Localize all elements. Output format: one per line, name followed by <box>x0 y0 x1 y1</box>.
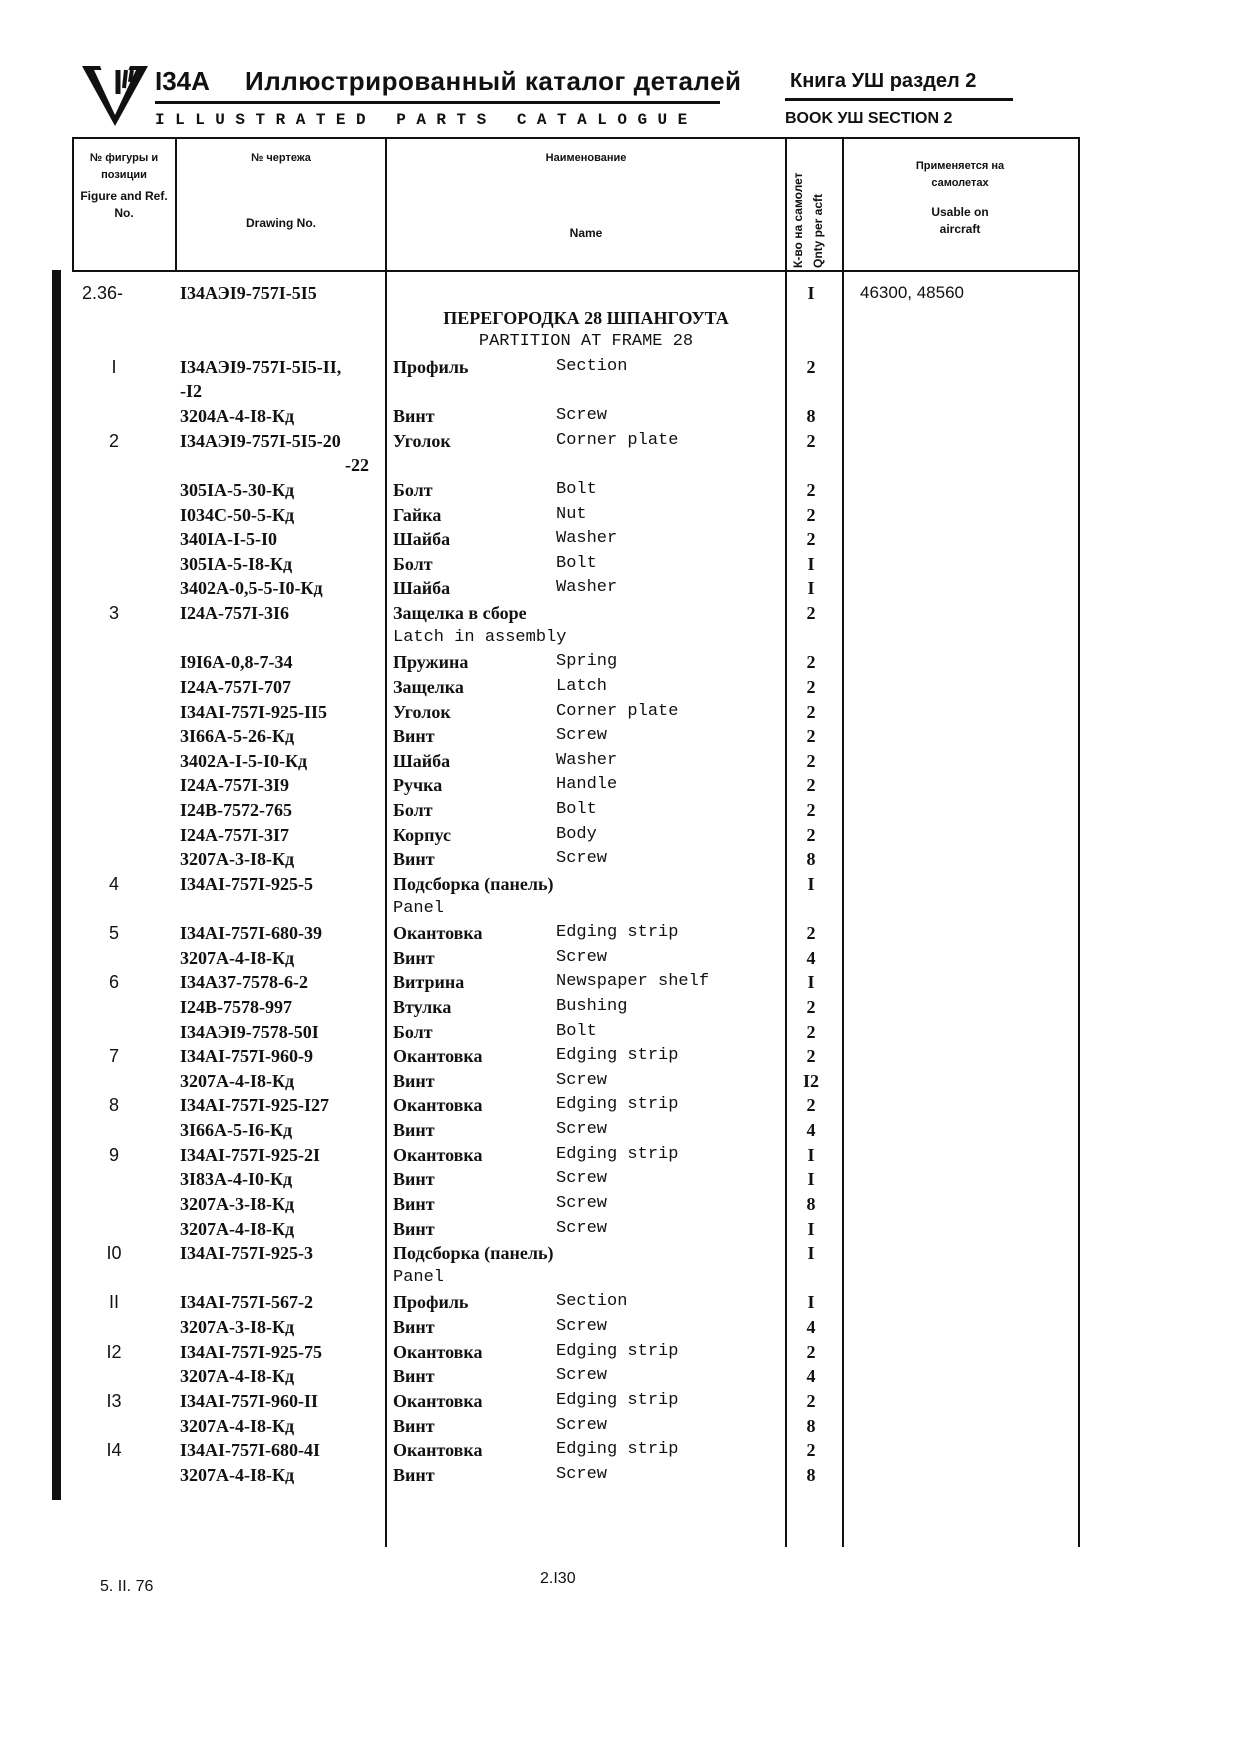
part-name-ru: Болт <box>393 553 433 574</box>
table-row <box>0 948 1250 972</box>
catalog-logo <box>80 60 150 130</box>
part-name-en: Edging strip <box>556 1046 679 1066</box>
drawing-number: -22 <box>345 455 369 476</box>
quantity: I <box>807 1218 815 1239</box>
part-name-en: Bolt <box>556 479 597 499</box>
table-row <box>0 578 1250 602</box>
quantity: 2 <box>806 824 816 845</box>
drawing-number: 3207А-3-I8-Кд <box>180 1317 295 1338</box>
part-name-ru: Шайба <box>393 529 451 550</box>
drawing-number: 3I66А-5-I6-Кд <box>180 1120 293 1141</box>
part-name-en: Nut <box>556 504 587 524</box>
part-name-ru: Окантовка <box>393 1095 483 1116</box>
table-row <box>0 677 1250 701</box>
quantity: I <box>807 1144 815 1165</box>
drawing-number: I34АI-757I-925-75 <box>180 1341 322 1362</box>
part-name-ru: Окантовка <box>393 1341 483 1362</box>
part-name-ru: Винт <box>393 1169 435 1190</box>
part-name-ru: Винт <box>393 1464 435 1485</box>
quantity: 2 <box>806 1341 816 1362</box>
quantity: 2 <box>806 652 816 673</box>
quantity: 2 <box>806 430 816 451</box>
table-row <box>0 1366 1250 1390</box>
table-row <box>0 775 1250 799</box>
part-name-ru: Винт <box>393 726 435 747</box>
part-name-en: Screw <box>556 1366 608 1386</box>
part-name-ru: Шайба <box>393 750 451 771</box>
quantity: 8 <box>806 1193 816 1214</box>
figure-number: I0 <box>106 1243 122 1264</box>
book-section-ru: Книга УШ раздел 2 <box>790 70 977 92</box>
drawing-number: I34АI-757I-960-9 <box>180 1046 313 1067</box>
drawing-number: I34АI-757I-925-3 <box>180 1243 313 1264</box>
table-row <box>0 1243 1250 1267</box>
figure-number: 8 <box>108 1095 119 1116</box>
part-name-ru: Винт <box>393 947 435 968</box>
drawing-number: 3207А-4-I8-Кд <box>180 1415 295 1436</box>
part-name-ru: Винт <box>393 1366 435 1387</box>
col-header-figure-ru: № фигуры и позиции <box>89 152 159 181</box>
table-row <box>0 1022 1250 1046</box>
table-top-border <box>72 137 1080 139</box>
part-name-en: Bolt <box>556 553 597 573</box>
col-header-qty-ru: К-во на самолет <box>791 172 805 268</box>
part-name-ru: Окантовка <box>393 1144 483 1165</box>
part-name-ru: Шайба <box>393 578 451 599</box>
drawing-number: 340IА-I-5-I0 <box>180 529 277 550</box>
drawing-number: I034С-50-5-Кд <box>180 504 295 525</box>
table-row <box>0 357 1250 381</box>
drawing-number: 3402А-0,5-5-I0-Кд <box>180 578 323 599</box>
table-row <box>0 1416 1250 1440</box>
figure-number: II <box>108 1292 119 1313</box>
book-section-en: BOOK УШ SECTION 2 <box>785 110 953 127</box>
drawing-number: I34АI-757I-925-2I <box>180 1144 321 1165</box>
table-row <box>0 283 1250 307</box>
catalog-title-en: ILLUSTRATED PARTS CATALOGUE <box>155 111 698 129</box>
part-name-en: Washer <box>556 578 618 598</box>
quantity: I <box>807 873 815 894</box>
table-row <box>0 1342 1250 1366</box>
part-name-en: Panel <box>393 1267 445 1287</box>
table-row <box>0 406 1250 430</box>
part-name-en: Bolt <box>556 1021 597 1041</box>
table-row <box>0 997 1250 1021</box>
part-name-en: Section <box>556 356 628 376</box>
drawing-number: I24В-7578-997 <box>180 996 292 1017</box>
table-row <box>0 1071 1250 1095</box>
part-name-ru: Профиль <box>393 1292 469 1313</box>
table-row <box>0 1046 1250 1070</box>
part-name-en: Screw <box>556 947 608 967</box>
quantity: I <box>807 1292 815 1313</box>
table-row <box>0 505 1250 529</box>
figure-number: 6 <box>108 972 119 993</box>
part-name-en: Corner plate <box>556 430 679 450</box>
figure-number: I4 <box>106 1440 122 1461</box>
drawing-number: 305IА-5-30-Кд <box>180 479 295 500</box>
table-row <box>0 332 1250 356</box>
col-header-usable <box>845 158 1075 238</box>
table-row <box>0 431 1250 455</box>
col-header-figure-en: Figure and Ref. No. <box>80 189 168 220</box>
table-row <box>0 1194 1250 1218</box>
table-row <box>0 702 1250 726</box>
part-name-en: Edging strip <box>556 1095 679 1115</box>
drawing-number: 3402А-I-5-I0-Кд <box>180 750 308 771</box>
figure-number: 3 <box>108 603 119 624</box>
table-row <box>0 628 1250 652</box>
part-name-ru: Винт <box>393 1120 435 1141</box>
col-header-qty-en: Qnty per acft <box>811 193 825 268</box>
page-number: 2.I30 <box>540 1570 576 1587</box>
drawing-number: I24А-757I-3I6 <box>180 603 290 624</box>
quantity: 2 <box>806 923 816 944</box>
col-divider-fig <box>175 137 177 272</box>
drawing-number: 305IА-5-I8-Кд <box>180 553 293 574</box>
drawing-number: I34АI-757I-680-39 <box>180 923 322 944</box>
drawing-number: 3207А-4-I8-Кд <box>180 1070 295 1091</box>
figure-number: I3 <box>106 1390 122 1411</box>
quantity: 4 <box>806 1366 816 1387</box>
catalog-title-ru: Иллюстрированный каталог деталей <box>245 66 742 96</box>
quantity: 2 <box>806 356 816 377</box>
issue-date: 5. II. 76 <box>100 1578 154 1595</box>
part-name-en: Latch in assembly <box>393 627 567 647</box>
figure-number: 2.36- <box>82 283 124 303</box>
quantity: I <box>807 1169 815 1190</box>
part-name-en: Spring <box>556 652 618 672</box>
table-row <box>0 1120 1250 1144</box>
part-name-en: Corner plate <box>556 701 679 721</box>
part-name-ru: Профиль <box>393 356 469 377</box>
part-name-en: Edging strip <box>556 1440 679 1460</box>
table-row <box>0 603 1250 627</box>
part-name-ru: Болт <box>393 1021 433 1042</box>
col-header-usable-ru: Применяется на самолетах <box>915 160 1005 189</box>
quantity: I <box>807 283 815 303</box>
table-row <box>0 849 1250 873</box>
figure-number: 5 <box>108 923 119 944</box>
part-name-en: Bushing <box>556 996 628 1016</box>
table-row <box>0 652 1250 676</box>
drawing-number: I34АI-757I-925-II5 <box>180 701 328 722</box>
part-name-en: Latch <box>556 676 608 696</box>
drawing-number: 3I66А-5-26-Кд <box>180 726 295 747</box>
part-name-en: Screw <box>556 406 608 426</box>
quantity: 2 <box>806 1021 816 1042</box>
drawing-number: 3207А-3-I8-Кд <box>180 1193 295 1214</box>
part-name-ru: Гайка <box>393 504 442 525</box>
table-row <box>0 455 1250 479</box>
part-name-ru: Подсборка (панель) <box>393 873 554 894</box>
table-row <box>0 800 1250 824</box>
quantity: 8 <box>806 849 816 870</box>
drawing-number: -I2 <box>180 381 202 402</box>
drawing-number: 3207А-3-I8-Кд <box>180 849 295 870</box>
quantity: 2 <box>806 676 816 697</box>
table-row <box>0 554 1250 578</box>
part-name-en: Section <box>556 1292 628 1312</box>
quantity: 2 <box>806 1440 816 1461</box>
col-header-drawing-ru: № чертежа <box>251 152 311 164</box>
usable-aircraft: 46300, 48560 <box>860 283 964 302</box>
col-header-name-ru: Наименование <box>545 152 627 164</box>
drawing-number: 3207А-4-I8-Кд <box>180 1218 295 1239</box>
part-name-en: Screw <box>556 1415 608 1435</box>
quantity: 2 <box>806 529 816 550</box>
part-name-ru: Втулка <box>393 996 452 1017</box>
quantity: I <box>807 553 815 574</box>
quantity: 4 <box>806 947 816 968</box>
col-header-qty <box>787 140 835 275</box>
drawing-number: 3204А-4-I8-Кд <box>180 406 295 427</box>
part-name-en: Newspaper shelf <box>556 972 710 992</box>
drawing-number: I34АI-757I-960-II <box>180 1390 319 1411</box>
part-name-en: Screw <box>556 1169 608 1189</box>
part-name-en: Screw <box>556 1070 608 1090</box>
part-name-ru: Винт <box>393 406 435 427</box>
part-name-ru: Ручка <box>393 775 443 796</box>
col-header-name-en: Name <box>569 226 603 240</box>
figure-number: 4 <box>108 873 119 894</box>
drawing-number: I24А-757I-3I9 <box>180 775 290 796</box>
table-row <box>0 1391 1250 1415</box>
quantity: 2 <box>806 726 816 747</box>
part-name-ru: Винт <box>393 1317 435 1338</box>
part-name-en: Handle <box>556 775 618 795</box>
table-row <box>0 726 1250 750</box>
quantity: 2 <box>806 1390 816 1411</box>
part-name-ru: Пружина <box>393 652 469 673</box>
quantity: 2 <box>806 701 816 722</box>
col-header-drawing-en: Drawing No. <box>245 216 316 230</box>
drawing-number: I24А-757I-3I7 <box>180 824 290 845</box>
part-name-ru: Болт <box>393 800 433 821</box>
part-name-ru: Винт <box>393 1070 435 1091</box>
quantity: I <box>807 578 815 599</box>
drawing-number: I24А-757I-707 <box>180 676 291 697</box>
col-header-figure <box>74 150 174 222</box>
col-header-name <box>388 150 784 242</box>
drawing-number: I9I6А-0,8-7-34 <box>180 652 293 673</box>
table-row <box>0 1317 1250 1341</box>
table-row <box>0 825 1250 849</box>
header-rule-book <box>785 98 1013 101</box>
part-name-en: Screw <box>556 1317 608 1337</box>
quantity: 8 <box>806 406 816 427</box>
figure-number: 9 <box>108 1144 119 1165</box>
drawing-number: I24В-7572-765 <box>180 800 292 821</box>
quantity: I <box>807 972 815 993</box>
quantity: 4 <box>806 1120 816 1141</box>
quantity: 4 <box>806 1317 816 1338</box>
part-name-ru: Окантовка <box>393 1046 483 1067</box>
table-row <box>0 1145 1250 1169</box>
table-row <box>0 751 1250 775</box>
quantity: 2 <box>806 504 816 525</box>
quantity: 2 <box>806 1095 816 1116</box>
part-name-en: Washer <box>556 529 618 549</box>
figure-number: 2 <box>108 430 119 451</box>
part-name-ru: Защелка <box>393 676 464 697</box>
table-row <box>0 381 1250 405</box>
drawing-number: I34А37-7578-6-2 <box>180 972 308 993</box>
part-name-ru: Окантовка <box>393 1390 483 1411</box>
part-name-en: Screw <box>556 849 608 869</box>
part-name-en: Edging strip <box>556 1341 679 1361</box>
table-row <box>0 923 1250 947</box>
part-name-en: Screw <box>556 726 608 746</box>
part-name-ru: Болт <box>393 479 433 500</box>
quantity: 2 <box>806 750 816 771</box>
drawing-number: I34АЭI9-757I-5I5-II, <box>180 356 342 377</box>
drawing-number: 3207А-4-I8-Кд <box>180 1464 295 1485</box>
part-name-ru: Корпус <box>393 824 451 845</box>
drawing-number: I34АЭI9-7578-50I <box>180 1021 319 1042</box>
table-row <box>0 1095 1250 1119</box>
part-name-ru: Винт <box>393 1415 435 1436</box>
drawing-number: I34АЭI9-757I-5I5-20 <box>180 430 341 451</box>
table-header-border <box>72 270 1080 272</box>
table-row <box>0 1292 1250 1316</box>
drawing-number: I34АI-757I-567-2 <box>180 1292 313 1313</box>
table-row <box>0 1219 1250 1243</box>
col-header-drawing <box>178 150 384 232</box>
quantity: I <box>807 1243 815 1264</box>
table-row <box>0 480 1250 504</box>
aircraft-model: I34A <box>155 66 210 96</box>
quantity: 2 <box>806 479 816 500</box>
table-row <box>0 874 1250 898</box>
drawing-number: I34АI-757I-680-4I <box>180 1440 321 1461</box>
part-name-ru: Винт <box>393 849 435 870</box>
quantity: 8 <box>806 1464 816 1485</box>
table-row <box>0 1465 1250 1489</box>
assembly-title-ru: ПЕРЕГОРОДКА 28 ШПАНГОУТА <box>443 307 729 328</box>
quantity: 2 <box>806 603 816 624</box>
assembly-title-en: PARTITION AT FRAME 28 <box>478 332 694 352</box>
part-name-en: Screw <box>556 1464 608 1484</box>
drawing-number: I34АЭI9-757I-5I5 <box>180 283 317 303</box>
drawing-number: I34АI-757I-925-5 <box>180 873 313 894</box>
quantity: 8 <box>806 1415 816 1436</box>
table-row <box>0 1169 1250 1193</box>
drawing-number: 3I83А-4-I0-Кд <box>180 1169 293 1190</box>
part-name-ru: Винт <box>393 1193 435 1214</box>
part-name-en: Body <box>556 824 597 844</box>
part-name-en: Edging strip <box>556 1390 679 1410</box>
part-name-en: Panel <box>393 898 445 918</box>
part-name-ru: Подсборка (панель) <box>393 1243 554 1264</box>
drawing-number: I34АI-757I-925-I27 <box>180 1095 330 1116</box>
table-row <box>0 899 1250 923</box>
table-row <box>0 308 1250 332</box>
part-name-en: Edging strip <box>556 923 679 943</box>
part-name-ru: Винт <box>393 1218 435 1239</box>
part-name-ru: Защелка в сборе <box>393 603 527 624</box>
table-row <box>0 1440 1250 1464</box>
drawing-number: 3207А-4-I8-Кд <box>180 1366 295 1387</box>
part-name-en: Screw <box>556 1193 608 1213</box>
header-rule <box>155 101 720 104</box>
part-name-ru: Уголок <box>393 701 451 722</box>
table-row <box>0 1268 1250 1292</box>
figure-number: 7 <box>108 1046 119 1067</box>
quantity: 2 <box>806 800 816 821</box>
col-header-usable-en: Usable on aircraft <box>931 205 989 236</box>
figure-number: I <box>111 356 117 377</box>
quantity: 2 <box>806 996 816 1017</box>
part-name-en: Edging strip <box>556 1144 679 1164</box>
drawing-number: 3207А-4-I8-Кд <box>180 947 295 968</box>
table-row <box>0 972 1250 996</box>
quantity: 2 <box>806 775 816 796</box>
part-name-ru: Окантовка <box>393 1440 483 1461</box>
part-name-en: Washer <box>556 750 618 770</box>
table-row <box>0 529 1250 553</box>
quantity: I2 <box>802 1070 819 1091</box>
part-name-ru: Витрина <box>393 972 465 993</box>
part-name-ru: Окантовка <box>393 923 483 944</box>
figure-number: I2 <box>106 1341 122 1362</box>
quantity: 2 <box>806 1046 816 1067</box>
part-name-ru: Уголок <box>393 430 451 451</box>
part-name-en: Screw <box>556 1218 608 1238</box>
part-name-en: Screw <box>556 1120 608 1140</box>
part-name-en: Bolt <box>556 800 597 820</box>
